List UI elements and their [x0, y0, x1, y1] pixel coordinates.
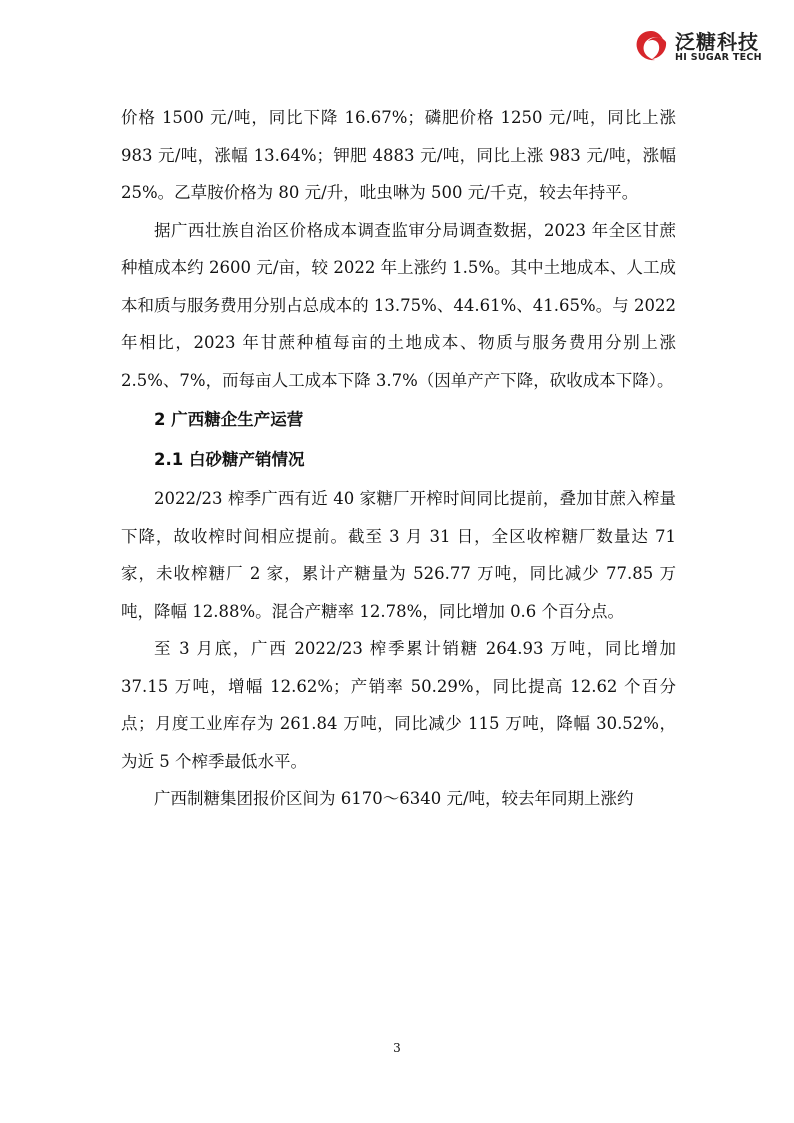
paragraph-sales: 至 3 月底，广西 2022/23 榨季累计销糖 264.93 万吨，同比增加 37.15 万吨，增幅 12.62%；产销率 50.29%，同比提高 12.62 个百分点；月度工业库存为 261.84 万吨，同比减少 115 万吨，降幅 30.52%，为近 5 个榨季最低水平。 [121, 639, 676, 771]
logo-english-text: HI SUGAR TECH [675, 52, 762, 63]
paragraph-production: 2022/23 榨季广西有近 40 家糖厂开榨时间同比提前，叠加甘蔗入榨量下降，故收榨时间相应提前。截至 3 月 31 日，全区收榨糖厂数量达 71 家，未收榨糖厂 2 家，累计产糖量为 526.77 万吨，同比减少 77.85 万吨，降幅 12.88%。混合产糖率 12.78%，同比增加 0.6 个百分点。 [121, 489, 676, 621]
company-logo [633, 26, 773, 66]
section-heading: 2 广西糖企生产运营 [154, 410, 304, 429]
subsection-heading: 2.1 白砂糖产销情况 [154, 449, 305, 469]
logo-chinese-text: 泛糖科技 [675, 30, 759, 54]
page-number: 3 [393, 1041, 401, 1055]
paragraph-fertilizer-prices: 价格 1500 元/吨，同比下降 16.67%；磷肥价格 1250 元/吨，同比上涨 983 元/吨，涨幅 13.64%；钾肥 4883 元/吨，同比上涨 983 元/吨，涨幅 25%。乙草胺价格为 80 元/升，吡虫啉为 500 元/千克，较去年持平。 [121, 108, 676, 202]
paragraph-planting-cost: 据广西壮族自治区价格成本调查监审分局调查数据，2023 年全区甘蔗种植成本约 2600 元/亩，较 2022 年上涨约 1.5%。其中土地成本、人工成本和质与服务费用分别占总成本的 13.75%、44.61%、41.65%。与 2022 年相比，2023 年甘蔗种植每亩的土地成本、物质与服务费用分别上涨 2.5%、7%，而每亩人工成本下降 3.7%（因单产产下降，砍收成本下降）。 [121, 220, 676, 390]
paragraph-price-quote: 广西制糖集团报价区间为 6170～6340 元/吨，较去年同期上涨约 [154, 789, 634, 808]
document-body [121, 99, 676, 818]
logo-swirl-icon [633, 28, 669, 64]
